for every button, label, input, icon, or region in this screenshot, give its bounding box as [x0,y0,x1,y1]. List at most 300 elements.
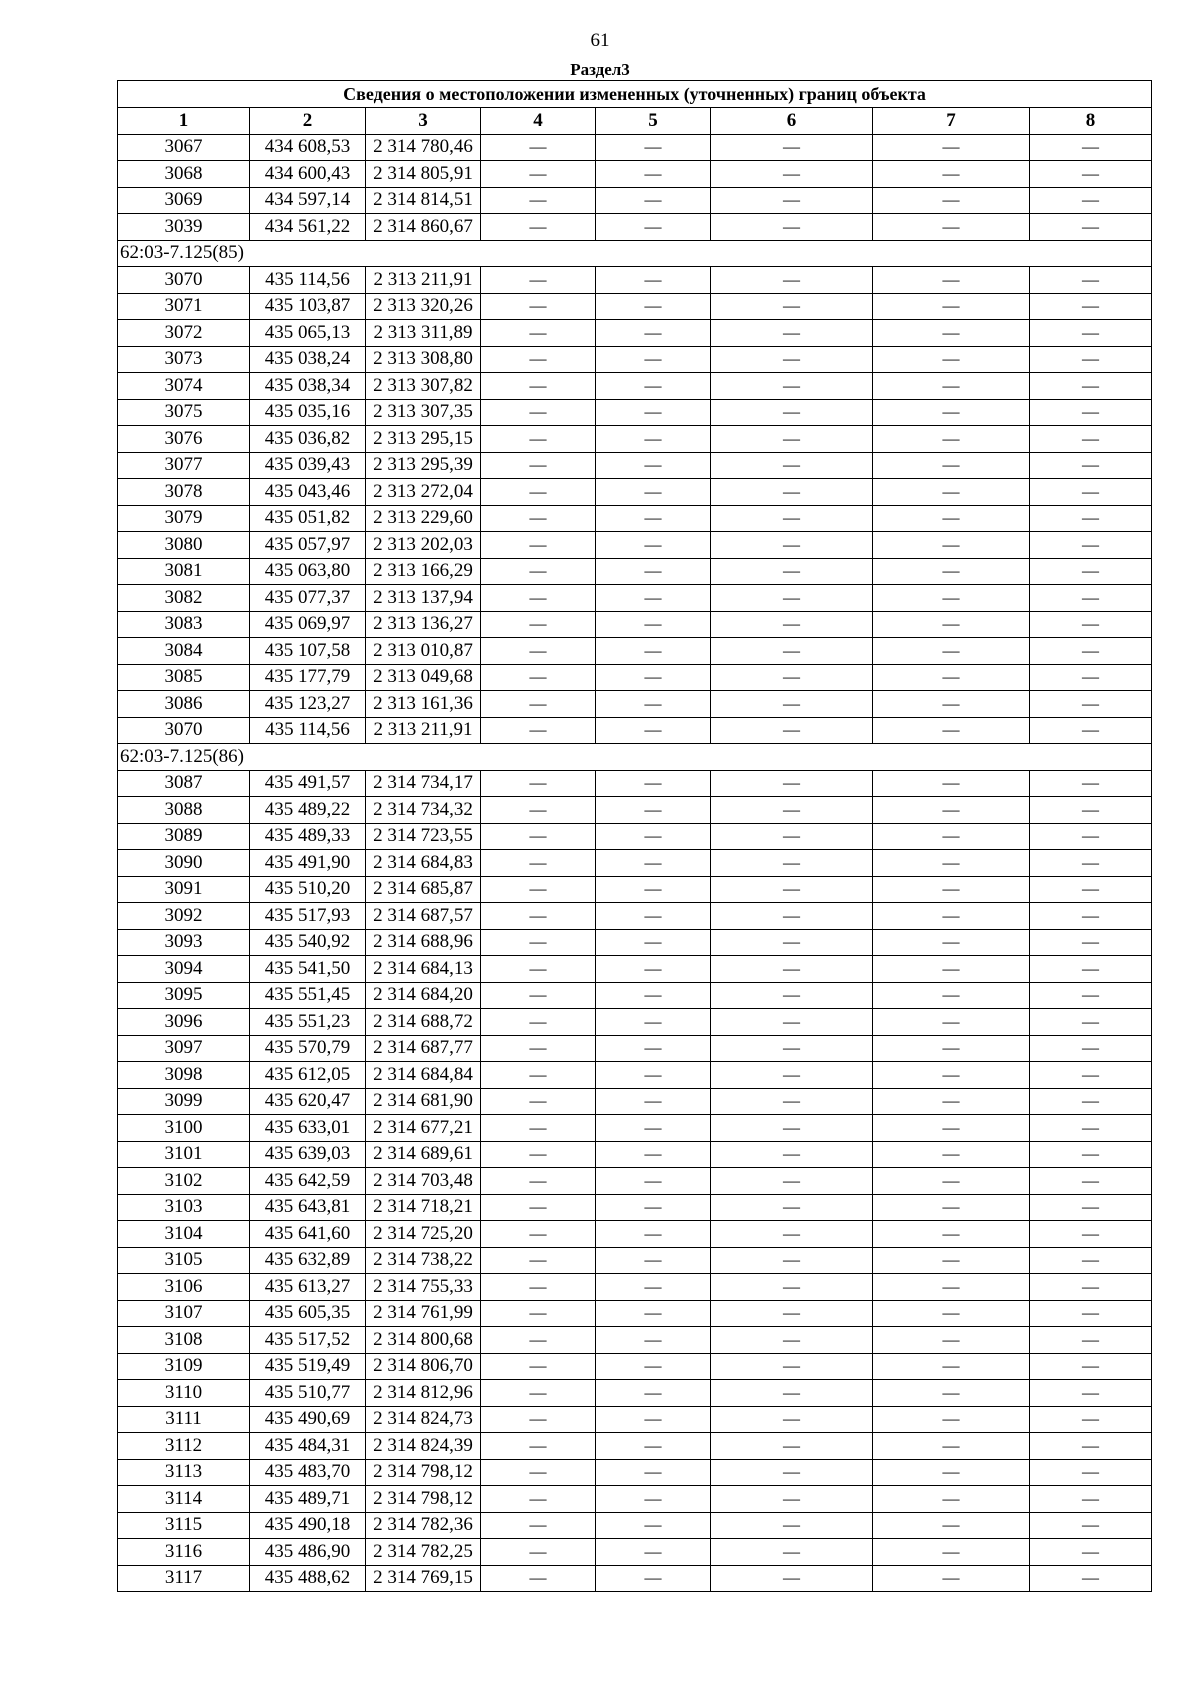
empty-value-cell: — [873,956,1030,983]
empty-value-cell: — [481,346,596,373]
empty-value-cell: — [481,903,596,930]
empty-value-cell: — [596,214,711,241]
empty-value-cell: — [1030,1088,1152,1115]
empty-value-cell: — [711,1247,873,1274]
table-row [118,1353,1152,1380]
empty-value-cell: — [873,638,1030,665]
y-coordinate-cell: 2 314 782,25 [366,1539,481,1566]
table-row [118,346,1152,373]
empty-value-cell: — [873,1247,1030,1274]
table-row [118,1512,1152,1539]
empty-value-cell: — [596,770,711,797]
y-coordinate-cell: 2 314 684,20 [366,982,481,1009]
x-coordinate-cell: 435 643,81 [250,1194,366,1221]
empty-value-cell: — [873,1009,1030,1036]
x-coordinate-cell: 435 510,77 [250,1380,366,1407]
table-row [118,664,1152,691]
y-coordinate-cell: 2 313 311,89 [366,320,481,347]
empty-value-cell: — [711,1300,873,1327]
empty-value-cell: — [481,1194,596,1221]
x-coordinate-cell: 435 114,56 [250,267,366,294]
empty-value-cell: — [481,320,596,347]
empty-value-cell: — [1030,214,1152,241]
empty-value-cell: — [711,664,873,691]
empty-value-cell: — [873,1433,1030,1460]
point-number-cell: 3104 [118,1221,250,1248]
empty-value-cell: — [711,293,873,320]
empty-value-cell: — [596,1539,711,1566]
empty-value-cell: — [596,1194,711,1221]
empty-value-cell: — [711,1512,873,1539]
empty-value-cell: — [596,850,711,877]
empty-value-cell: — [873,664,1030,691]
y-coordinate-cell: 2 314 782,36 [366,1512,481,1539]
y-coordinate-cell: 2 314 681,90 [366,1088,481,1115]
empty-value-cell: — [596,903,711,930]
x-coordinate-cell: 435 551,45 [250,982,366,1009]
empty-value-cell: — [596,267,711,294]
empty-value-cell: — [596,585,711,612]
point-number-cell: 3098 [118,1062,250,1089]
empty-value-cell: — [596,558,711,585]
x-coordinate-cell: 435 483,70 [250,1459,366,1486]
x-coordinate-cell: 435 039,43 [250,452,366,479]
empty-value-cell: — [873,1274,1030,1301]
empty-value-cell: — [1030,505,1152,532]
empty-value-cell: — [1030,638,1152,665]
empty-value-cell: — [1030,1433,1152,1460]
empty-value-cell: — [873,717,1030,744]
y-coordinate-cell: 2 314 812,96 [366,1380,481,1407]
x-coordinate-cell: 435 519,49 [250,1353,366,1380]
empty-value-cell: — [596,1565,711,1592]
empty-value-cell: — [1030,770,1152,797]
table-row [118,1486,1152,1513]
point-number-cell: 3069 [118,187,250,214]
empty-value-cell: — [596,664,711,691]
empty-value-cell: — [873,691,1030,718]
column-header: 8 [1030,108,1152,135]
empty-value-cell: — [711,532,873,559]
empty-value-cell: — [481,134,596,161]
table-row [118,1221,1152,1248]
empty-value-cell: — [711,1274,873,1301]
table-row [118,982,1152,1009]
column-header: 5 [596,108,711,135]
y-coordinate-cell: 2 314 824,73 [366,1406,481,1433]
point-number-cell: 3086 [118,691,250,718]
empty-value-cell: — [711,479,873,506]
empty-value-cell: — [596,1353,711,1380]
table-row [118,161,1152,188]
x-coordinate-cell: 435 043,46 [250,479,366,506]
table-row [118,1327,1152,1354]
column-header-row [118,108,1152,135]
x-coordinate-cell: 435 641,60 [250,1221,366,1248]
empty-value-cell: — [481,293,596,320]
y-coordinate-cell: 2 314 685,87 [366,876,481,903]
empty-value-cell: — [1030,1221,1152,1248]
empty-value-cell: — [481,638,596,665]
empty-value-cell: — [873,1035,1030,1062]
empty-value-cell: — [1030,1062,1152,1089]
empty-value-cell: — [1030,532,1152,559]
x-coordinate-cell: 434 600,43 [250,161,366,188]
x-coordinate-cell: 435 069,97 [250,611,366,638]
table-row [118,1009,1152,1036]
empty-value-cell: — [1030,161,1152,188]
empty-value-cell: — [1030,320,1152,347]
empty-value-cell: — [596,1115,711,1142]
empty-value-cell: — [873,214,1030,241]
empty-value-cell: — [596,1274,711,1301]
section-label: Раздел3 [570,60,630,79]
empty-value-cell: — [711,1168,873,1195]
table-row [118,1115,1152,1142]
x-coordinate-cell: 435 057,97 [250,532,366,559]
table-row [118,1565,1152,1592]
table-row [118,611,1152,638]
empty-value-cell: — [481,1274,596,1301]
x-coordinate-cell: 435 612,05 [250,1062,366,1089]
empty-value-cell: — [596,691,711,718]
empty-value-cell: — [873,1115,1030,1142]
empty-value-cell: — [1030,426,1152,453]
empty-value-cell: — [711,1115,873,1142]
empty-value-cell: — [481,956,596,983]
empty-value-cell: — [596,1062,711,1089]
point-number-cell: 3103 [118,1194,250,1221]
empty-value-cell: — [1030,267,1152,294]
empty-value-cell: — [481,479,596,506]
empty-value-cell: — [596,823,711,850]
point-number-cell: 3076 [118,426,250,453]
table-row [118,1380,1152,1407]
point-number-cell: 3088 [118,797,250,824]
column-header: 6 [711,108,873,135]
empty-value-cell: — [711,134,873,161]
y-coordinate-cell: 2 314 860,67 [366,214,481,241]
y-coordinate-cell: 2 314 723,55 [366,823,481,850]
table-row [118,267,1152,294]
point-number-cell: 3074 [118,373,250,400]
point-number-cell: 3083 [118,611,250,638]
empty-value-cell: — [711,1088,873,1115]
empty-value-cell: — [481,452,596,479]
table-row [118,770,1152,797]
y-coordinate-cell: 2 313 211,91 [366,717,481,744]
table-row [118,558,1152,585]
empty-value-cell: — [873,452,1030,479]
y-coordinate-cell: 2 314 798,12 [366,1459,481,1486]
table-row [118,929,1152,956]
empty-value-cell: — [873,479,1030,506]
empty-value-cell: — [711,1406,873,1433]
point-number-cell: 3039 [118,214,250,241]
table-row [118,1247,1152,1274]
empty-value-cell: — [873,267,1030,294]
empty-value-cell: — [1030,1300,1152,1327]
table-row [118,452,1152,479]
x-coordinate-cell: 435 490,18 [250,1512,366,1539]
empty-value-cell: — [481,1221,596,1248]
empty-value-cell: — [1030,558,1152,585]
empty-value-cell: — [873,903,1030,930]
empty-value-cell: — [873,373,1030,400]
empty-value-cell: — [596,1459,711,1486]
empty-value-cell: — [711,691,873,718]
y-coordinate-cell: 2 313 161,36 [366,691,481,718]
y-coordinate-cell: 2 313 307,35 [366,399,481,426]
empty-value-cell: — [711,1009,873,1036]
empty-value-cell: — [711,850,873,877]
y-coordinate-cell: 2 314 805,91 [366,161,481,188]
empty-value-cell: — [873,1062,1030,1089]
empty-value-cell: — [1030,1459,1152,1486]
empty-value-cell: — [481,214,596,241]
empty-value-cell: — [711,267,873,294]
y-coordinate-cell: 2 313 010,87 [366,638,481,665]
empty-value-cell: — [481,267,596,294]
point-number-cell: 3073 [118,346,250,373]
y-coordinate-cell: 2 314 687,77 [366,1035,481,1062]
x-coordinate-cell: 435 490,69 [250,1406,366,1433]
y-coordinate-cell: 2 313 136,27 [366,611,481,638]
empty-value-cell: — [711,187,873,214]
empty-value-cell: — [481,1141,596,1168]
y-coordinate-cell: 2 314 738,22 [366,1247,481,1274]
y-coordinate-cell: 2 314 684,13 [366,956,481,983]
x-coordinate-cell: 434 597,14 [250,187,366,214]
empty-value-cell: — [481,161,596,188]
empty-value-cell: — [481,1035,596,1062]
cadastral-group-label: 62:03-7.125(85) [118,240,1152,267]
empty-value-cell: — [873,1486,1030,1513]
empty-value-cell: — [711,320,873,347]
y-coordinate-cell: 2 314 725,20 [366,1221,481,1248]
point-number-cell: 3111 [118,1406,250,1433]
y-coordinate-cell: 2 314 769,15 [366,1565,481,1592]
point-number-cell: 3116 [118,1539,250,1566]
point-number-cell: 3080 [118,532,250,559]
empty-value-cell: — [481,373,596,400]
group-header-row [118,744,1152,771]
empty-value-cell: — [873,1194,1030,1221]
table-caption: Сведения о местоположении измененных (уточненных) границ объекта [118,81,1152,108]
empty-value-cell: — [596,876,711,903]
empty-value-cell: — [1030,823,1152,850]
empty-value-cell: — [596,134,711,161]
y-coordinate-cell: 2 313 320,26 [366,293,481,320]
empty-value-cell: — [1030,373,1152,400]
x-coordinate-cell: 435 177,79 [250,664,366,691]
empty-value-cell: — [1030,452,1152,479]
empty-value-cell: — [711,823,873,850]
empty-value-cell: — [596,1009,711,1036]
y-coordinate-cell: 2 314 824,39 [366,1433,481,1460]
table-row [118,214,1152,241]
table-row [118,1459,1152,1486]
empty-value-cell: — [873,770,1030,797]
empty-value-cell: — [1030,611,1152,638]
empty-value-cell: — [711,1327,873,1354]
point-number-cell: 3097 [118,1035,250,1062]
point-number-cell: 3100 [118,1115,250,1142]
empty-value-cell: — [481,1088,596,1115]
table-body [118,134,1152,1592]
empty-value-cell: — [1030,1274,1152,1301]
empty-value-cell: — [596,426,711,453]
x-coordinate-cell: 435 642,59 [250,1168,366,1195]
empty-value-cell: — [711,1221,873,1248]
empty-value-cell: — [711,1141,873,1168]
empty-value-cell: — [711,1565,873,1592]
point-number-cell: 3114 [118,1486,250,1513]
point-number-cell: 3078 [118,479,250,506]
empty-value-cell: — [873,1459,1030,1486]
point-number-cell: 3106 [118,1274,250,1301]
empty-value-cell: — [596,956,711,983]
empty-value-cell: — [596,1486,711,1513]
empty-value-cell: — [481,426,596,453]
empty-value-cell: — [873,1565,1030,1592]
empty-value-cell: — [711,161,873,188]
empty-value-cell: — [596,1300,711,1327]
y-coordinate-cell: 2 313 272,04 [366,479,481,506]
x-coordinate-cell: 435 038,24 [250,346,366,373]
column-header: 3 [366,108,481,135]
table-row [118,1062,1152,1089]
empty-value-cell: — [481,1115,596,1142]
x-coordinate-cell: 435 491,57 [250,770,366,797]
y-coordinate-cell: 2 314 689,61 [366,1141,481,1168]
empty-value-cell: — [873,823,1030,850]
empty-value-cell: — [481,1247,596,1274]
table-row [118,691,1152,718]
empty-value-cell: — [1030,134,1152,161]
empty-value-cell: — [481,1433,596,1460]
empty-value-cell: — [481,532,596,559]
y-coordinate-cell: 2 314 677,21 [366,1115,481,1142]
empty-value-cell: — [481,1300,596,1327]
y-coordinate-cell: 2 313 295,15 [366,426,481,453]
table-row [118,293,1152,320]
empty-value-cell: — [711,399,873,426]
empty-value-cell: — [481,1406,596,1433]
empty-value-cell: — [596,1380,711,1407]
empty-value-cell: — [596,1433,711,1460]
empty-value-cell: — [873,1539,1030,1566]
empty-value-cell: — [596,611,711,638]
empty-value-cell: — [1030,664,1152,691]
empty-value-cell: — [596,1406,711,1433]
empty-value-cell: — [873,1168,1030,1195]
empty-value-cell: — [596,1035,711,1062]
y-coordinate-cell: 2 314 734,17 [366,770,481,797]
empty-value-cell: — [711,1062,873,1089]
empty-value-cell: — [873,532,1030,559]
empty-value-cell: — [873,505,1030,532]
x-coordinate-cell: 435 123,27 [250,691,366,718]
empty-value-cell: — [1030,982,1152,1009]
empty-value-cell: — [481,1486,596,1513]
y-coordinate-cell: 2 314 814,51 [366,187,481,214]
x-coordinate-cell: 435 486,90 [250,1539,366,1566]
x-coordinate-cell: 435 489,33 [250,823,366,850]
point-number-cell: 3093 [118,929,250,956]
empty-value-cell: — [1030,479,1152,506]
empty-value-cell: — [873,293,1030,320]
empty-value-cell: — [481,1353,596,1380]
empty-value-cell: — [1030,717,1152,744]
point-number-cell: 3084 [118,638,250,665]
empty-value-cell: — [873,797,1030,824]
empty-value-cell: — [873,399,1030,426]
empty-value-cell: — [481,1565,596,1592]
empty-value-cell: — [1030,1141,1152,1168]
empty-value-cell: — [873,982,1030,1009]
empty-value-cell: — [873,1380,1030,1407]
point-number-cell: 3091 [118,876,250,903]
empty-value-cell: — [481,797,596,824]
empty-value-cell: — [596,293,711,320]
table-row [118,1406,1152,1433]
column-header: 1 [118,108,250,135]
empty-value-cell: — [481,1459,596,1486]
empty-value-cell: — [873,1221,1030,1248]
point-number-cell: 3115 [118,1512,250,1539]
empty-value-cell: — [481,1327,596,1354]
empty-value-cell: — [711,1353,873,1380]
y-coordinate-cell: 2 313 307,82 [366,373,481,400]
x-coordinate-cell: 435 077,37 [250,585,366,612]
empty-value-cell: — [711,1486,873,1513]
x-coordinate-cell: 435 570,79 [250,1035,366,1062]
empty-value-cell: — [596,1327,711,1354]
empty-value-cell: — [481,850,596,877]
empty-value-cell: — [711,505,873,532]
empty-value-cell: — [1030,1539,1152,1566]
column-header: 2 [250,108,366,135]
empty-value-cell: — [481,558,596,585]
point-number-cell: 3102 [118,1168,250,1195]
y-coordinate-cell: 2 313 211,91 [366,267,481,294]
table-row [118,956,1152,983]
empty-value-cell: — [873,161,1030,188]
empty-value-cell: — [873,611,1030,638]
point-number-cell: 3079 [118,505,250,532]
table-row [118,1141,1152,1168]
point-number-cell: 3072 [118,320,250,347]
empty-value-cell: — [596,320,711,347]
y-coordinate-cell: 2 314 806,70 [366,1353,481,1380]
empty-value-cell: — [596,1221,711,1248]
empty-value-cell: — [873,850,1030,877]
empty-value-cell: — [711,956,873,983]
empty-value-cell: — [711,611,873,638]
x-coordinate-cell: 435 063,80 [250,558,366,585]
x-coordinate-cell: 435 613,27 [250,1274,366,1301]
table-row [118,373,1152,400]
point-number-cell: 3095 [118,982,250,1009]
empty-value-cell: — [711,1539,873,1566]
table-row [118,585,1152,612]
table-row [118,532,1152,559]
empty-value-cell: — [1030,1353,1152,1380]
y-coordinate-cell: 2 314 798,12 [366,1486,481,1513]
x-coordinate-cell: 435 038,34 [250,373,366,400]
table-row [118,823,1152,850]
